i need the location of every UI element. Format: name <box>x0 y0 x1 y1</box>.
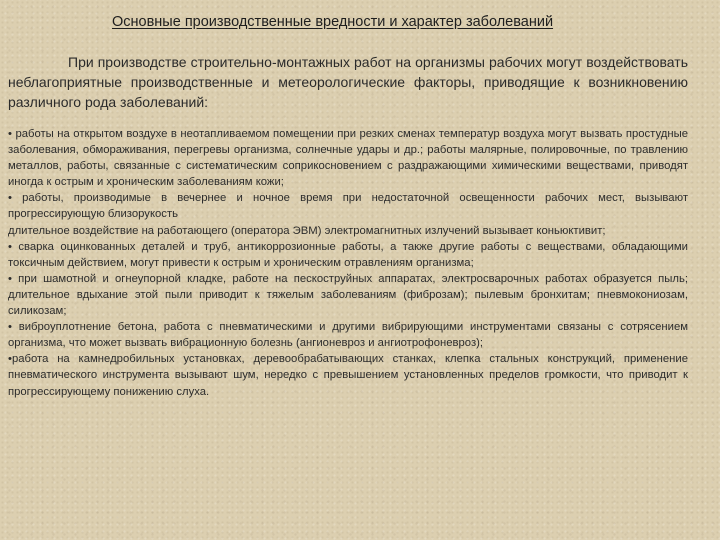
hazard-item-toxic: • сварка оцинкованных деталей и труб, антикоррозионные работы, а также другие работы с веществами, обладающими токсичным действием, могут привести к острым и хроническим отравлениям организма; <box>8 240 688 269</box>
hazard-item-electromagnetic: длительное воздействие на работающего (оператора ЭВМ) электромагнитных излучений вызывает коньюктивит; <box>8 224 606 237</box>
hazard-item-vibration: • виброуплотнение бетона, работа с пневматическими и другими вибрирующими инструментами связаны с сотрясением организма, что может вызвать вибрационную болезнь (ангионевроз и ангиотрофоневроз); <box>8 321 688 350</box>
slide-title: Основные производственные вредности и характер заболеваний <box>112 14 554 30</box>
hazard-item-outdoor-chemical: • работы на открытом воздухе в неотапливаемом помещении при резких сменах температур воздуха могут вызвать простудные заболевания, обмораживания, перегревы организма, солнечные удары и др.; работы малярные, полировочные, по травлению металлов, работы, связанные с систематическим соприкосновением с раздражающими химическими веществами, приводят иногда к острым и хроническим заболеваниям кожи; <box>8 128 688 189</box>
hazard-item-noise: •работа на камнедробильных установках, деревообрабатывающих станках, клепка стальных конструкций, применение пневматического инструмента вызывают шум, нередко с превышением установленных пределов громкости, что приводит к прогрессирующему понижению слуха. <box>8 353 688 398</box>
intro-paragraph: При производстве строительно-монтажных работ на организмы рабочих могут воздействовать неблагоприятные производственные и метеорологические факторы, приводящие к возникновению различного рода заболеваний: <box>8 54 688 110</box>
hazard-list <box>8 126 688 400</box>
hazard-item-dust: • при шамотной и огнеупорной кладке, работе на пескоструйных аппаратах, электросварочных работах образуется пыль; длительное вдыхание этой пыли приводит к тяжелым заболеваниям (фиброзам); пылевым бронхитам; пневмокониозам, силикозам; <box>8 272 688 318</box>
hazard-item-lighting: • работы, производимые в вечернее и ночное время при недостаточной освещенности рабочих мест, вызывают прогрессирующую близорукость <box>8 192 688 221</box>
